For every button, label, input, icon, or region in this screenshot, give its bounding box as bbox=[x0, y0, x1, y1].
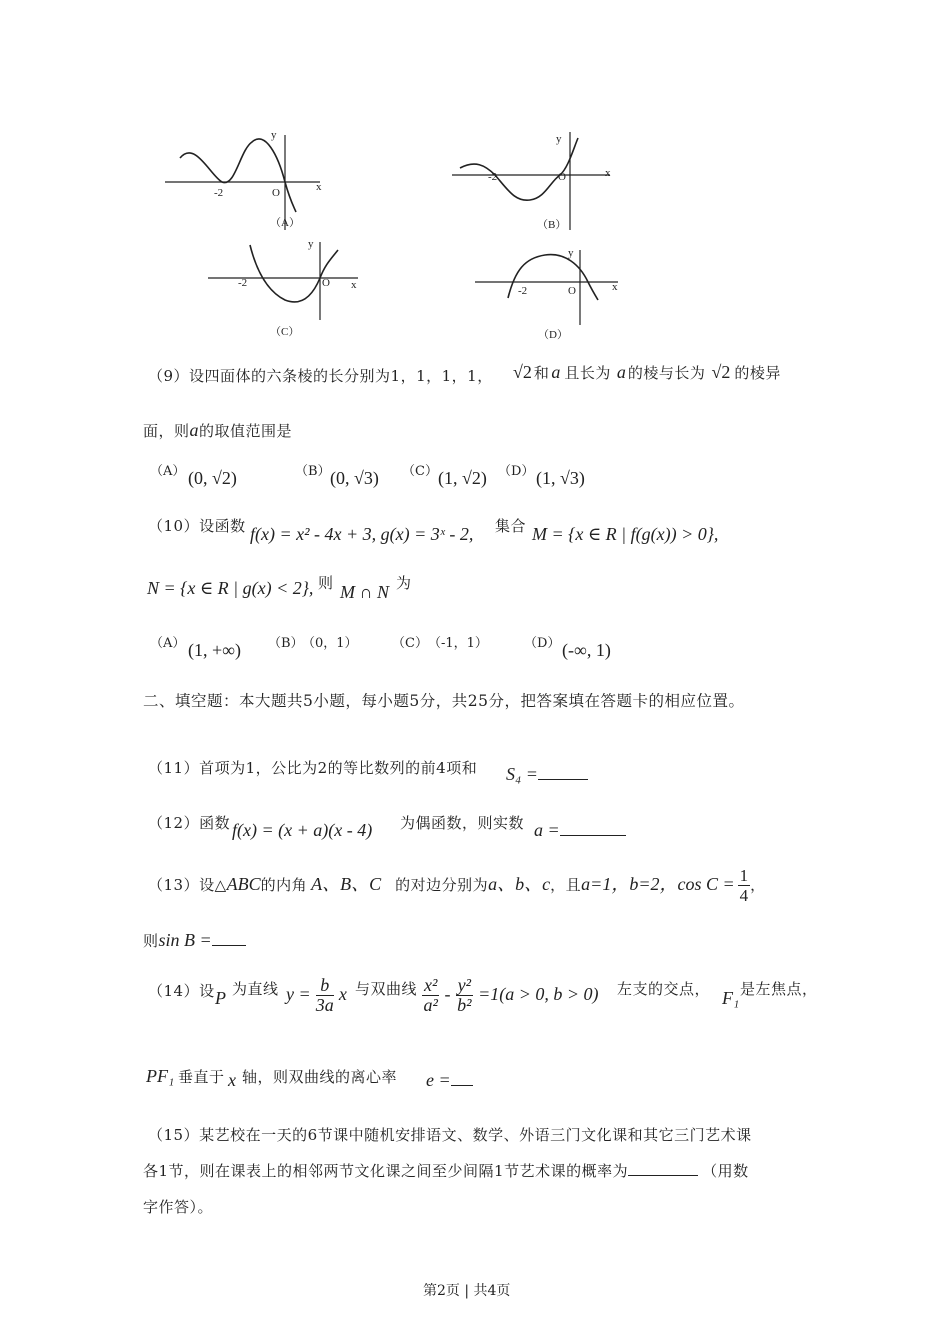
q14-blank[interactable] bbox=[451, 1085, 473, 1086]
q9-line2: 面，则a的取值范围是 bbox=[143, 420, 293, 440]
q10-option-b-label[interactable]: （B） bbox=[268, 636, 304, 651]
graph-c bbox=[208, 242, 358, 320]
section2-heading: 二、填空题：本大题共5小题，每小题5分，共25分，把答案填在答题卡的相应位置。 bbox=[143, 692, 745, 710]
q9-sqrt2: √2 bbox=[513, 362, 532, 382]
q14-lead: （14）设 bbox=[148, 982, 215, 1000]
q9-option-d-label[interactable]: （D） bbox=[498, 464, 535, 479]
q9-option-d-value[interactable]: (1, √3) bbox=[536, 468, 585, 488]
graph-a-x-label: x bbox=[316, 181, 322, 193]
q14-focus: 是左焦点， bbox=[740, 980, 818, 998]
graph-a bbox=[165, 135, 320, 230]
q10-set-m: M = {x ∈ R | f(g(x)) > 0}, bbox=[532, 524, 719, 544]
graph-d bbox=[475, 250, 618, 325]
graph-b-x-label: x bbox=[605, 167, 611, 179]
graph-d-label: （D） bbox=[538, 329, 568, 341]
q14-line-word: 为直线 bbox=[232, 980, 279, 998]
graph-c-y-label: y bbox=[308, 238, 314, 250]
q13-fraction: $\frac{1}{4}$ bbox=[739, 866, 749, 905]
graph-c-label: （C） bbox=[270, 326, 300, 338]
q14-left-branch: 左支的交点， bbox=[617, 980, 711, 998]
q14-p: P bbox=[215, 988, 226, 1008]
q13-blank[interactable] bbox=[212, 945, 246, 946]
q15-line1: （15）某艺校在一天的6节课中随机安排语文、数学、外语三门文化课和其它三门艺术课 bbox=[148, 1126, 752, 1144]
graph-d-y-label: y bbox=[568, 247, 574, 259]
graph-a-origin: O bbox=[272, 187, 280, 199]
q10-option-a-value[interactable]: (1, +∞) bbox=[188, 640, 241, 660]
q9-option-c-label[interactable]: （C） bbox=[402, 464, 438, 479]
page-footer: 第2页 | 共4页 bbox=[423, 1283, 511, 1299]
q9-line1-math: √2 和 a 且长为 a 的棱与长为 √2 的棱异 bbox=[513, 362, 781, 382]
q14-answer: e = bbox=[426, 1070, 473, 1091]
q12-lead: （12）函数 bbox=[148, 814, 231, 832]
q13-line2: 则sin B = bbox=[143, 930, 246, 951]
q14-with: 与双曲线 bbox=[355, 980, 418, 998]
q14-slope-fraction: $\frac{b}{3a}$ bbox=[315, 975, 334, 1015]
q10-mn: M ∩ N bbox=[340, 582, 389, 602]
q12-tail: 为偶函数，则实数 bbox=[400, 814, 525, 832]
graph-b-neg-tick: -2 bbox=[488, 171, 498, 183]
q10-formula: f(x) = x² - 4x + 3, g(x) = 3ˣ - 2, bbox=[250, 524, 474, 544]
q10-jihe: 集合 bbox=[495, 517, 527, 535]
q10-wei: 为 bbox=[396, 574, 412, 592]
q11-blank[interactable] bbox=[538, 779, 588, 780]
q14-x-fraction: $\frac{\text{x²}}{\text{a²}}$ bbox=[423, 975, 438, 1015]
graph-d-x-label: x bbox=[612, 281, 618, 293]
q14-line2: PF₁ bbox=[146, 1066, 175, 1086]
q12-formula: f(x) = (x + a)(x - 4) bbox=[232, 820, 373, 840]
q9-line1: （9）设四面体的六条棱的长分别为1，1，1，1， bbox=[148, 367, 493, 385]
q12-blank[interactable] bbox=[560, 835, 626, 836]
q11-text: （11）首项为1，公比为2的等比数列的前4项和 bbox=[148, 759, 478, 777]
q10-set-n: N = {x ∈ R | g(x) < 2}, bbox=[147, 578, 314, 598]
q9-option-b-label[interactable]: （B） bbox=[295, 464, 331, 479]
graph-c-origin: O bbox=[322, 277, 330, 289]
q10-ze: 则 bbox=[318, 574, 334, 592]
graph-d-origin: O bbox=[568, 285, 576, 297]
q14-f1: F₁ bbox=[722, 988, 740, 1008]
q15-blank[interactable] bbox=[628, 1175, 698, 1176]
q14-line-eq: y = $\frac{b}{3a}$ x bbox=[286, 975, 347, 1015]
graph-c-neg-tick: -2 bbox=[238, 277, 248, 289]
graph-b bbox=[452, 132, 610, 230]
q9-option-a-value[interactable]: (0, √2) bbox=[188, 468, 237, 488]
q14-hyperbola: $\frac{\text{x²}}{\text{a²}}$ - $\frac{\text{y²}}{\text{b²}}$ =1(a > 0, b > 0) bbox=[423, 975, 599, 1015]
q13-line1: （13）设△ABC的内角 A、B、C 的对边分别为a、b、c，且a=1，b=2，cos C = $\frac{1}{4}$ ， bbox=[148, 866, 766, 905]
q12-answer: a = bbox=[534, 820, 626, 841]
q10-option-b-value[interactable]: （0，1） bbox=[302, 636, 358, 651]
q14-y-fraction: $\frac{\text{y²}}{\text{b²}}$ bbox=[457, 975, 472, 1015]
graph-a-y-label: y bbox=[271, 129, 277, 141]
q15-line2: 各1节，则在课表上的相邻两节文化课之间至少间隔1节艺术课的概率为 （用数 bbox=[143, 1162, 749, 1180]
q10-line2 bbox=[147, 578, 313, 599]
graph-b-y-label: y bbox=[556, 133, 562, 145]
graph-a-neg-tick: -2 bbox=[214, 187, 224, 199]
graph-b-label: （B） bbox=[537, 219, 567, 231]
q10-option-c-label[interactable]: （C） bbox=[392, 636, 428, 651]
q14-axis-word: 轴，则双曲线的离心率 bbox=[242, 1068, 398, 1086]
graph-a-label: （A） bbox=[270, 217, 300, 229]
q10-option-d-value[interactable]: (-∞, 1) bbox=[562, 640, 611, 660]
q10-lead: （10）设函数 bbox=[148, 517, 246, 535]
q10-option-a-label[interactable]: （A） bbox=[150, 636, 186, 651]
q9-option-b-value[interactable]: (0, √3) bbox=[330, 468, 379, 488]
graph-c-x-label: x bbox=[351, 279, 357, 291]
graph-b-origin: O bbox=[558, 171, 566, 183]
q9-option-a-label[interactable]: （A） bbox=[150, 464, 186, 479]
q10-option-c-value[interactable]: （-1，1） bbox=[428, 636, 488, 651]
q9-option-c-value[interactable]: (1, √2) bbox=[438, 468, 487, 488]
q10-option-d-label[interactable]: （D） bbox=[524, 636, 561, 651]
q15-line3: 字作答）。 bbox=[143, 1198, 214, 1216]
q11-answer: S₄ = bbox=[506, 764, 588, 785]
q14-x-axis: x bbox=[228, 1070, 236, 1090]
q14-perp: 垂直于 bbox=[178, 1068, 225, 1086]
function-graphs bbox=[140, 120, 660, 345]
graph-d-neg-tick: -2 bbox=[518, 285, 528, 297]
